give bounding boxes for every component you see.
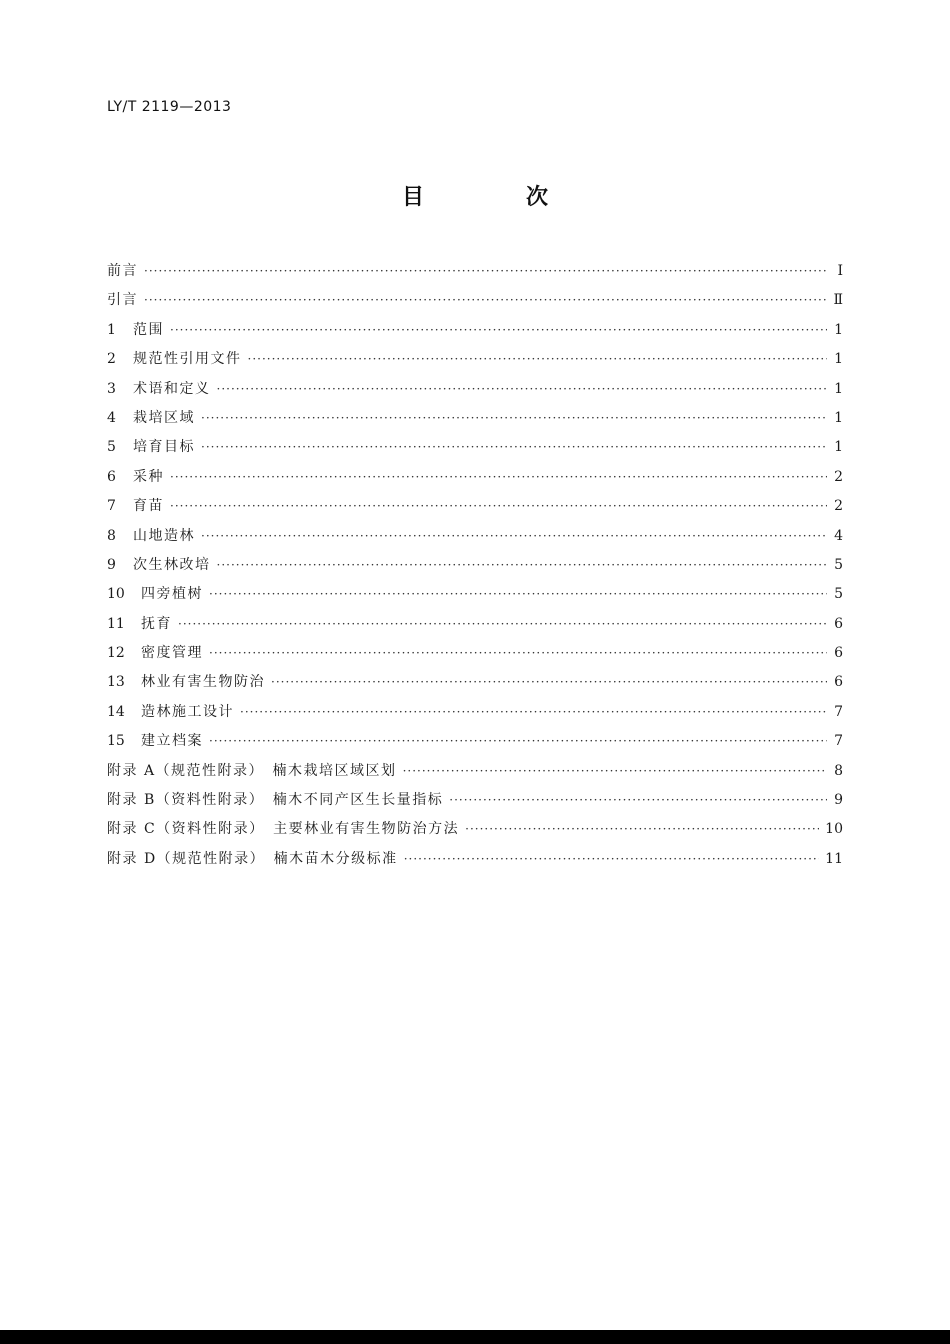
toc-entry-page: 1: [834, 351, 843, 368]
toc-leader-dots: [403, 757, 827, 786]
toc-entry-number: 14: [107, 703, 125, 720]
toc-entry[interactable]: [107, 551, 843, 580]
toc-entry-page: Ⅱ: [833, 292, 843, 309]
toc-entry-number: 6: [107, 468, 116, 485]
toc-entry-page: 6: [834, 615, 843, 632]
toc-entry-number: 11: [107, 615, 125, 632]
toc-entry[interactable]: [107, 316, 843, 345]
toc-entry-number: 8: [107, 527, 116, 544]
toc-entry-label: 建立档案: [141, 733, 203, 750]
toc-entry-label: 造林施工设计: [141, 703, 234, 720]
toc-entry-label: 四旁植树: [141, 586, 203, 603]
toc-entry[interactable]: [107, 727, 843, 756]
toc-entry[interactable]: [107, 375, 843, 404]
toc-entry[interactable]: [107, 463, 843, 492]
toc-leader-dots: [404, 845, 819, 874]
toc-entry[interactable]: [107, 786, 843, 815]
toc-leader-dots: [465, 815, 819, 844]
toc-leader-dots: [209, 639, 827, 668]
toc-entry-page: 4: [834, 527, 843, 544]
toc-entry-page: 1: [834, 439, 843, 456]
toc-entry[interactable]: [107, 610, 843, 639]
toc-leader-dots: [449, 786, 827, 815]
toc-leader-dots: [170, 463, 827, 492]
toc-title: 目 次: [401, 185, 588, 210]
toc-entry[interactable]: [107, 639, 843, 668]
table-of-contents: [107, 257, 843, 874]
toc-entry-number: 10: [107, 586, 125, 603]
toc-entry[interactable]: [107, 492, 843, 521]
toc-leader-dots: [144, 286, 827, 315]
toc-entry-page: 7: [834, 733, 843, 750]
toc-entry[interactable]: [107, 286, 843, 315]
toc-entry-number: 2: [107, 351, 116, 368]
toc-entry-label: 林业有害生物防治: [141, 674, 265, 691]
toc-leader-dots: [240, 698, 827, 727]
toc-entry[interactable]: [107, 845, 843, 874]
toc-entry-label: 术语和定义: [133, 380, 211, 397]
toc-entry-label: 附录 C（资料性附录） 主要林业有害生物防治方法: [107, 821, 460, 838]
toc-entry-page: 5: [834, 556, 843, 573]
toc-entry[interactable]: [107, 668, 843, 697]
toc-entry[interactable]: [107, 757, 843, 786]
toc-entry-page: 10: [825, 821, 843, 838]
toc-entry-label: 附录 D（规范性附录） 楠木苗木分级标准: [107, 850, 398, 867]
toc-entry-label: 育苗: [133, 498, 164, 515]
toc-entry[interactable]: [107, 698, 843, 727]
toc-leader-dots: [144, 257, 827, 286]
toc-entry-label: 规范性引用文件: [133, 351, 242, 368]
toc-leader-dots: [201, 522, 827, 551]
toc-entry-page: 2: [834, 498, 843, 515]
toc-leader-dots: [248, 345, 828, 374]
toc-leader-dots: [217, 375, 828, 404]
toc-entry-page: 1: [834, 409, 843, 426]
toc-entry-page: 6: [834, 645, 843, 662]
toc-entry-page: 6: [834, 674, 843, 691]
bottom-rule: [0, 1330, 950, 1344]
toc-leader-dots: [170, 492, 827, 521]
toc-leader-dots: [209, 727, 827, 756]
toc-entry-page: 5: [834, 586, 843, 603]
toc-entry-page: 1: [834, 380, 843, 397]
toc-entry-label: 培育目标: [133, 439, 195, 456]
toc-entry-label: 范围: [133, 321, 164, 338]
toc-entry-page: 11: [825, 850, 843, 867]
toc-entry[interactable]: [107, 404, 843, 433]
toc-entry[interactable]: [107, 815, 843, 844]
toc-entry-label: 栽培区域: [133, 409, 195, 426]
toc-entry-label: 前言: [107, 263, 138, 279]
toc-entry-number: 15: [107, 733, 125, 750]
toc-entry[interactable]: [107, 257, 843, 286]
toc-entry-label: 山地造林: [133, 527, 195, 544]
toc-entry[interactable]: [107, 522, 843, 551]
toc-entry-label: 采种: [133, 468, 164, 485]
toc-entry[interactable]: [107, 345, 843, 374]
standard-code: LY/T 2119—2013: [107, 99, 232, 115]
toc-entry-page: 8: [834, 762, 843, 779]
toc-entry-page: Ⅰ: [837, 263, 843, 279]
toc-entry-label: 引言: [107, 292, 138, 309]
toc-leader-dots: [217, 551, 828, 580]
toc-entry[interactable]: [107, 433, 843, 462]
toc-entry-page: 9: [834, 792, 843, 809]
toc-leader-dots: [271, 668, 827, 697]
toc-entry-page: 7: [834, 703, 843, 720]
toc-entry-number: 5: [107, 439, 116, 456]
toc-entry-number: 4: [107, 409, 116, 426]
toc-entry-page: 2: [834, 468, 843, 485]
toc-entry-number: 1: [107, 321, 116, 338]
toc-entry-label: 次生林改培: [133, 556, 211, 573]
toc-leader-dots: [209, 580, 827, 609]
toc-entry-number: 7: [107, 498, 116, 515]
toc-entry-label: 附录 A（规范性附录） 楠木栽培区域区划: [107, 762, 397, 779]
toc-leader-dots: [201, 433, 827, 462]
toc-entry-number: 9: [107, 556, 116, 573]
toc-entry-page: 1: [834, 321, 843, 338]
toc-entry[interactable]: [107, 580, 843, 609]
toc-entry-label: 密度管理: [141, 645, 203, 662]
toc-entry-label: 附录 B（资料性附录） 楠木不同产区生长量指标: [107, 792, 444, 809]
toc-leader-dots: [178, 610, 827, 639]
toc-entry-number: 12: [107, 645, 125, 662]
toc-entry-number: 3: [107, 380, 116, 397]
toc-entry-label: 抚育: [141, 615, 172, 632]
toc-leader-dots: [201, 404, 827, 433]
toc-leader-dots: [170, 316, 827, 345]
toc-entry-number: 13: [107, 674, 125, 691]
